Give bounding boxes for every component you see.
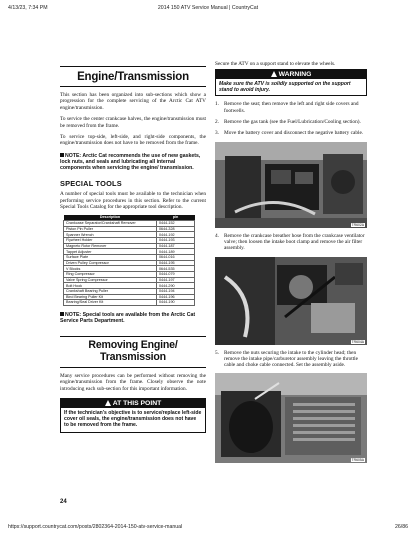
tool-description: Driven Pulley Compressor <box>64 260 157 266</box>
step-item <box>215 130 367 136</box>
right-column <box>215 56 367 463</box>
tool-description: Magneto Rotor Remover <box>64 243 157 249</box>
print-datetime: 4/13/23, 7:34 PM <box>8 5 48 11</box>
special-tools-paragraph: A number of special tools must be available to the technician when performing service procedures in this section. Refer to the current Special Tools Catalog for the appropriate tool description. <box>60 191 206 211</box>
components-paragraph: To service top-side, left-side, and right-side components, the engine/transmission does not have to be removed from the frame. <box>60 134 206 147</box>
warning-label: WARNING <box>278 71 312 79</box>
tool-description: Tappet Adjuster <box>64 249 157 255</box>
tool-part-number: 0444-187 <box>157 243 195 249</box>
note-bullet-icon <box>60 312 64 316</box>
section-title-line: Transmission <box>100 350 166 363</box>
gasket-note <box>60 153 206 172</box>
column-header-part-number: p/n <box>157 215 195 221</box>
print-url: https://support.countrycat.com/posts/2802364-2014-150-atv-service-manual <box>8 524 183 530</box>
caution-triangle-icon <box>105 400 111 406</box>
tool-description: Crankshaft Bearing Puller <box>64 288 157 294</box>
step-item <box>215 101 367 114</box>
air-filter-photo <box>215 257 367 345</box>
step-number: 3. <box>215 130 219 137</box>
tool-part-number: 0444-192 <box>157 232 195 238</box>
tool-part-number: 0444-193 <box>157 238 195 244</box>
tool-part-number: 0644-535 <box>157 266 195 272</box>
tool-part-number: 0444-189 <box>157 249 195 255</box>
special-tools-title: SPECIAL TOOLS <box>60 179 122 189</box>
tool-description: Crankcase Separator/Crankshaft Remover <box>64 221 157 227</box>
removal-steps <box>215 101 367 136</box>
tool-description: Piston Pin Puller <box>64 226 157 232</box>
step-number: 4. <box>215 232 219 239</box>
browser-print-header <box>8 5 408 15</box>
parts-department-note <box>60 312 206 324</box>
intake-pipe-photo <box>215 373 367 463</box>
removal-steps-continued <box>215 233 367 252</box>
at-this-point-text: If the technician's objective is to service/replace left-side cover oil seals, the engine/transmission does not have to be removed from the frame. <box>64 410 202 429</box>
intake-pipe-photo-graphic <box>215 373 367 463</box>
section-title-removing-engine <box>60 336 206 368</box>
section-title-line: Removing Engine/ <box>88 339 178 352</box>
warning-triangle-icon <box>271 71 277 77</box>
removing-paragraph: Many service procedures can be performed without removing the engine/transmission from the frame. Closely observe the note introducing each sub-section for this important information. <box>60 372 206 392</box>
intro-paragraph: This section has been organized into sub-sections which show a progression for the complete servicing of the Arctic Cat ATV engine/transmission. <box>60 92 206 111</box>
step-number: 5. <box>215 349 219 356</box>
battery-area-photo-graphic <box>215 142 367 228</box>
at-this-point-header <box>61 399 205 408</box>
browser-print-footer <box>8 524 408 534</box>
tool-part-number: 0644-328 <box>157 226 195 232</box>
tool-description: Bolt Hook <box>64 283 157 289</box>
step-text: Remove the seat; then remove the left and right side covers and footwells. <box>224 101 359 114</box>
note-bullet-icon <box>60 153 64 157</box>
photo-code: TR604A <box>351 339 364 344</box>
step-number: 1. <box>215 101 219 108</box>
page-number: 24 <box>60 499 67 505</box>
tool-part-number: 0444-152 <box>157 221 195 227</box>
special-tools-table <box>63 215 195 306</box>
tool-part-number: 0644-016 <box>157 255 195 261</box>
gasket-note-text: NOTE: Arctic Cat recommends the use of new gaskets, lock nuts, and seals and lubricating all internal components when servicing the engine/ transmission. <box>60 152 201 172</box>
air-filter-photo-graphic <box>215 257 367 345</box>
at-this-point-label: AT THIS POINT <box>112 400 162 407</box>
tool-part-number: 0444-290 <box>157 283 195 289</box>
step-text: Remove the gas tank (see the Fuel/Lubrication/Cooling section). <box>224 119 361 126</box>
tool-description: Bearing/Seal Driver Kit <box>64 300 157 306</box>
tool-description: Valve Spring Compressor <box>64 277 157 283</box>
step-text: Remove the crankcase breather hose from the crankcase ventilator valve; then loosen the intake boot clamp and remove the air filter assembly. <box>224 232 365 252</box>
battery-area-photo <box>215 142 367 228</box>
print-tab-title: 2014 150 ATV Service Manual | CountryCat <box>157 5 259 11</box>
warning-box <box>215 69 367 96</box>
crankcase-paragraph: To service the center crankcase halves, the engine/transmission must be removed from the frame. <box>60 116 206 129</box>
photo-code: TR605A <box>351 458 364 463</box>
removal-steps-final <box>215 350 367 369</box>
step-text: Move the battery cover and disconnect the negative battery cable. <box>224 130 364 137</box>
tool-description: Flywheel Holder <box>64 238 157 244</box>
warning-header <box>216 70 366 79</box>
tool-description: Spanner Wrench <box>64 232 157 238</box>
section-title-engine-transmission: Engine/Transmission <box>60 66 206 87</box>
warning-text: Make sure the ATV is solidly supported on the support stand to avoid injury. <box>219 81 351 94</box>
step-text: Remove the nuts securing the intake to the cylinder head; then remove the intake pipe/carburetor assembly leaving the throttle cable and choke cable connected. Set the assembly aside. <box>224 349 358 369</box>
step-item <box>215 119 367 125</box>
tool-part-number: 0444-196 <box>157 294 195 300</box>
at-this-point-box <box>60 398 206 433</box>
tool-description: Ring Compressor <box>64 271 157 277</box>
column-header-description: Description <box>64 215 157 221</box>
step-number: 2. <box>215 119 219 126</box>
step-item <box>215 233 367 252</box>
table-row <box>64 300 195 306</box>
parts-department-note-text: NOTE: Special tools are available from the Arctic Cat Service Parts Department. <box>60 311 196 324</box>
print-page-counter: 26/86 <box>395 524 408 530</box>
tool-description: Surface Plate <box>64 255 157 261</box>
tool-part-number: 0444-190 <box>157 300 195 306</box>
tool-part-number: 0444-079 <box>157 271 195 277</box>
tool-description: V Blocks <box>64 266 157 272</box>
photo-code: TR602A <box>351 222 364 227</box>
tool-part-number: 0444-195 <box>157 260 195 266</box>
support-stand-text: Secure the ATV on a support stand to elevate the wheels. <box>215 61 336 67</box>
tool-part-number: 0444-197 <box>157 277 195 283</box>
tool-description: Bind Bearing Puller Kit <box>64 294 157 300</box>
step-item <box>215 350 367 369</box>
left-column <box>60 56 206 433</box>
manual-page <box>60 56 370 514</box>
tool-part-number: 0444-194 <box>157 288 195 294</box>
